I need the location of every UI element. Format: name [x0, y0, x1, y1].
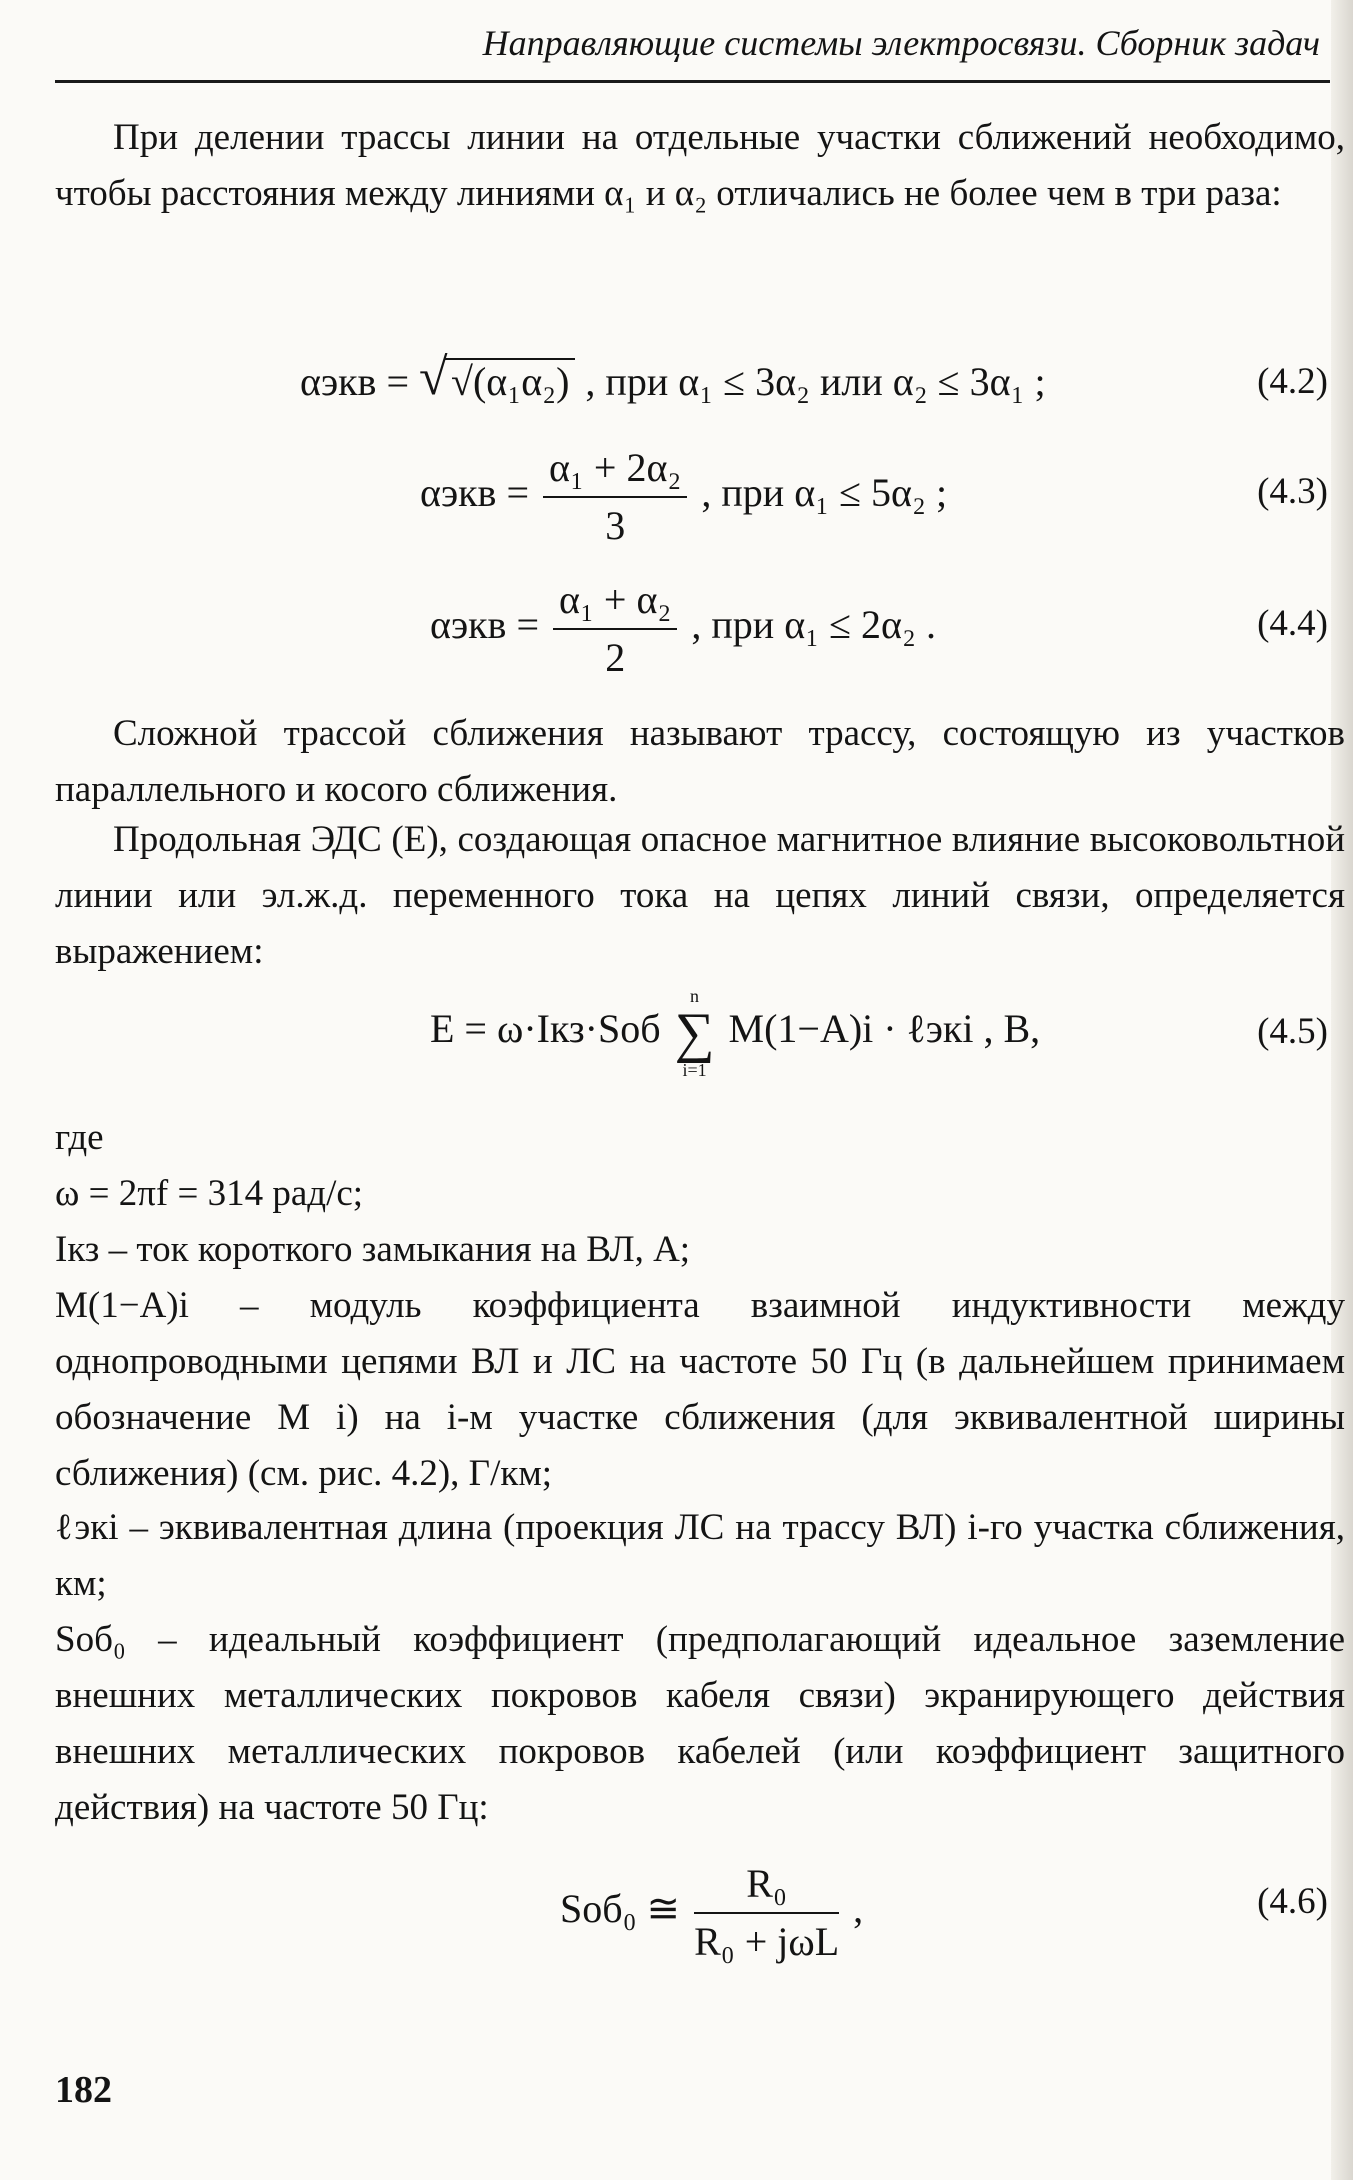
eq-number-4-6: (4.6) [1257, 1881, 1328, 1922]
eq-4-4-condition: , при α₁ ≤ 2α₂ . [691, 602, 936, 648]
equation-4-6 [560, 1856, 863, 1970]
eq-4-6-fraction [694, 1856, 839, 1970]
eq-4-3-numerator: α₁ + 2α₂ [543, 440, 687, 498]
eq-4-6-lhs: Sоб₀ ≅ [560, 1886, 681, 1932]
eq-4-4-numerator: α₁ + α₂ [553, 572, 677, 630]
def-mutual-inductance: M(1−A)i – модуль коэффициента взаимной индуктивности между однопроводными цепями ВЛ и ЛС на частоте 50 Гц (в дальнейшем принимаем обозначение M i) на i-м участке сближения (для эквивалентной ширины сближения) (см. рис. 4.2), Г/км; [55, 1285, 1345, 1494]
intro-paragraph: При делении трассы линии на отдельные участки сближений необходимо, чтобы расстояния между линиями α₁ и α₂ отличались не более чем в три раза: [55, 117, 1345, 214]
eq-number-4-4: (4.4) [1257, 603, 1328, 644]
sum-operator [675, 985, 715, 1081]
eq-4-3-lhs: αэкв [420, 470, 497, 516]
sqrt-expression [419, 349, 575, 406]
def-screening-coefficient: Sоб₀ – идеальный коэффициент (предполагающий идеальное заземление внешних металлических покровов кабеля связи) экранирующего действия внешних металлических покровов кабелей (или коэффициент защитного действия) на частоте 50 Гц: [55, 1619, 1345, 1828]
equation-4-2: αэкв = √ √(α₁α₂) , при α₁ ≤ 3α₂ или α₂ ≤ 3α₁ ; [300, 349, 1046, 406]
def-short-circuit-current: Iкз – ток короткого замыкания на ВЛ, А; [55, 1229, 691, 1270]
sum-upper-limit: n [690, 986, 700, 1006]
eq-number-4-2: (4.2) [1257, 361, 1328, 402]
equation-4-3: αэкв = $\frac{\text{α₁ + 2α₂}}{3}$ , при α₁ ≤ 5α₂ ; [420, 440, 947, 554]
eq-4-6-numerator: R₀ [694, 1856, 839, 1914]
eq-4-2-formula: √(α₁α₂) [445, 358, 575, 404]
complex-route-paragraph: Сложной трассой сближения называют трассу, состоящую из участков параллельного и косого сближения. [55, 713, 1345, 810]
running-header: Направляющие системы электросвязи. Сборник задач [482, 23, 1320, 63]
eq-4-3-condition: , при α₁ ≤ 5α₂ ; [701, 470, 948, 516]
equation-4-4: αэкв = $\frac{\text{α₁ + α₂}}{2}$ , при α₁ ≤ 2α₂ . [430, 572, 936, 686]
eq-4-4-denominator: 2 [605, 635, 626, 680]
eq-4-5-lhs: E = ω·Iкз·Sоб [430, 1006, 661, 1052]
eq-4-2-condition: , при α₁ ≤ 3α₂ или α₂ ≤ 3α₁ ; [585, 359, 1046, 404]
sigma-icon: ∑ [674, 1002, 715, 1064]
page-edge-shadow [1331, 0, 1353, 2180]
def-equivalent-length: ℓэкi – эквивалентная длина (проекция ЛС на трассу ВЛ) i-го участка сближения, км; [55, 1507, 1345, 1604]
eq-4-6-tail: , [853, 1886, 864, 1932]
eq-number-4-5: (4.5) [1257, 1011, 1328, 1052]
eq-4-6-denominator: R₀ + jωL [694, 1919, 840, 1964]
radical-icon: √ [419, 349, 448, 406]
eq-4-4-lhs: αэкв [430, 602, 507, 648]
equation-4-5 [430, 985, 1040, 1081]
emf-paragraph: Продольная ЭДС (E), создающая опасное магнитное влияние высоковольтной линии или эл.ж.д. переменного тока на цепях линий связи, определяется выражением: [55, 819, 1345, 972]
def-omega: ω = 2πf = 314 рад/с; [55, 1173, 364, 1214]
sum-lower-limit: i=1 [682, 1060, 707, 1080]
eq-4-5-summand: M(1−A)i · ℓэкi , B, [728, 1006, 1041, 1052]
eq-4-3-denominator: 3 [605, 503, 626, 548]
header-rule [55, 80, 1330, 83]
eq-4-2-lhs: αэкв [300, 359, 377, 404]
eq-number-4-3: (4.3) [1257, 471, 1328, 512]
where-label: где [55, 1117, 104, 1158]
eq-4-3-fraction [543, 440, 687, 554]
eq-4-4-fraction [553, 572, 677, 686]
page-number: 182 [55, 2069, 112, 2111]
